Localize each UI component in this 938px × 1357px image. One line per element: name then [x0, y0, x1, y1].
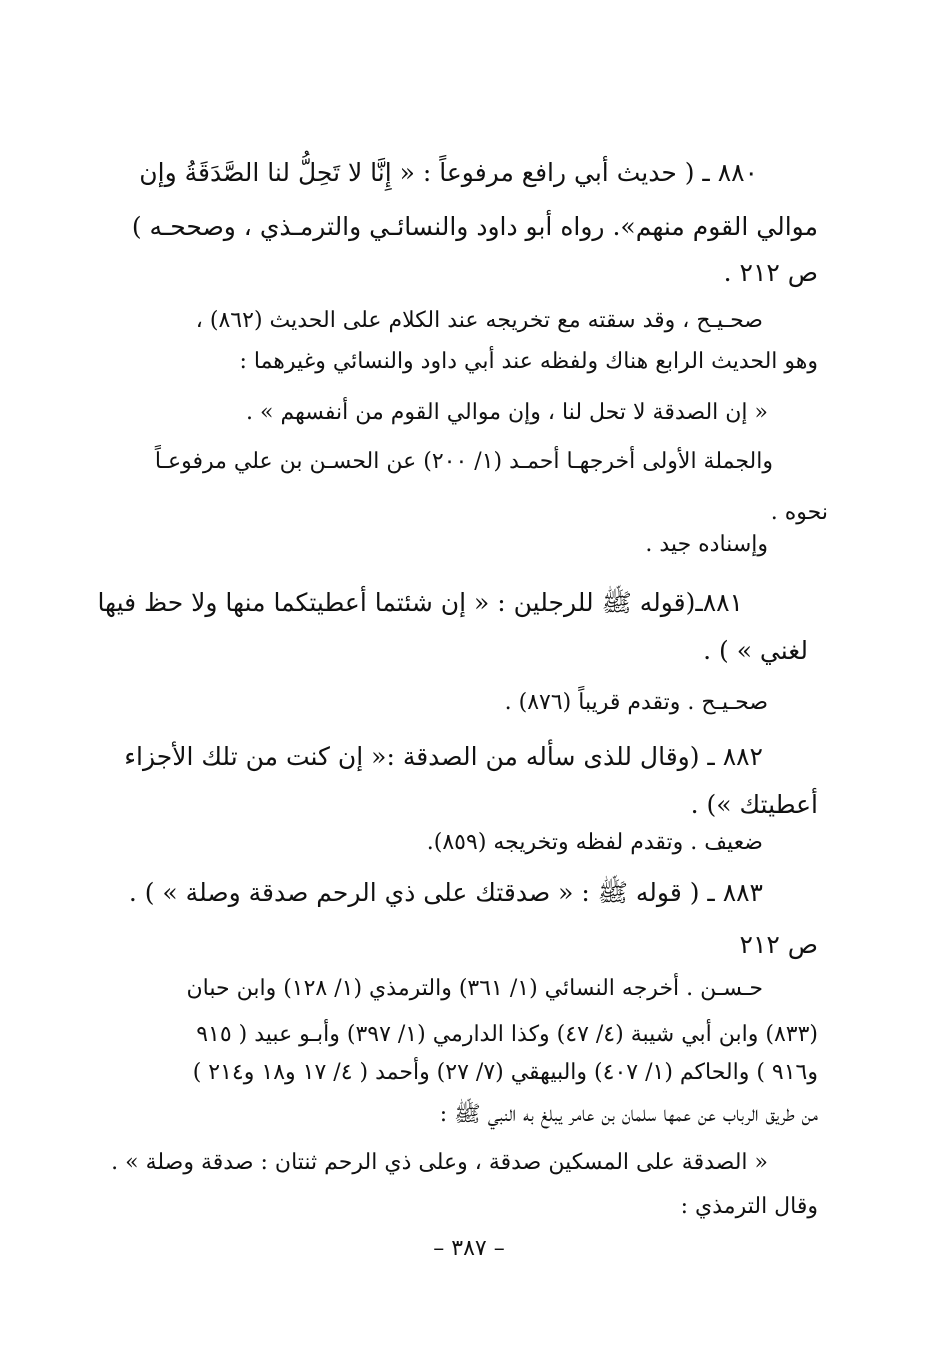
hadith-883-line-2: ص ٢١٢	[739, 930, 818, 959]
hadith-880-line-1: ٨٨٠ ـ ( حديث أبي رافع مرفوعاً : « إِنَّا لا تَحِلُّ لنا الصَّدَقَةُ وإن	[139, 158, 758, 187]
hadith-880-line-2: موالي القوم منهم». رواه أبو داود والنسائـي والترمـذي ، وصححـه )	[131, 212, 818, 241]
commentary-880-line-1: صحـيـح ، وقد سقته مع تخريجه عند الكلام على الحديث (٨٦٢) ،	[195, 308, 763, 333]
commentary-883-quote: « الصدقة على المسكين صدقة ، وعلى ذي الرحم ثنتان : صدقة وصلة » .	[111, 1150, 768, 1175]
commentary-880-line-2: وهو الحديث الرابع هناك ولفظه عند أبي داود والنسائي وغيرهما :	[239, 349, 818, 374]
hadith-881-line-1: ٨٨١ـ(قوله ﷺ للرجلين : « إن شئتما أعطيتكما منها ولا حظ فيها	[97, 588, 743, 617]
commentary-883-line-4: من طريق الرباب عن عمها سلمان بن عامر يبلغ به النبي ﷺ :	[439, 1102, 818, 1127]
commentary-880-line-3: والجملة الأولى أخرجهـا أحمـد (١/ ٢٠٠) عن الحسـن بن علي مرفوعـاً	[154, 449, 773, 474]
commentary-883-line-5: وقال الترمذي :	[680, 1194, 818, 1219]
hadith-883-line-1: ٨٨٣ ـ ( قوله ﷺ : « صدقتك على ذي الرحم صدقة وصلة » ) .	[128, 878, 763, 907]
hadith-882-line-1: ٨٨٢ ـ (وقال للذى سأله من الصدقة :« إن كنت من تلك الأجزاء	[124, 742, 763, 771]
hadith-882-line-2: أعطيتك ») .	[690, 790, 818, 819]
commentary-883-line-2: (٨٣٣) وابن أبي شيبة (٤/ ٤٧) وكذا الدارمي (١/ ٣٩٧) وأبـو عبيد ( ٩١٥	[196, 1022, 818, 1047]
commentary-880-line-4: نحوه .	[770, 500, 828, 525]
commentary-880-line-5: وإسناده جيد .	[645, 532, 768, 557]
commentary-881: صحـيـح . وتقدم قريباً (٨٧٦) .	[504, 690, 768, 715]
hadith-880-line-3: ص ٢١٢ .	[723, 258, 818, 287]
commentary-882: ضعيف . وتقدم لفظه وتخريجه (٨٥٩).	[426, 830, 763, 855]
commentary-883-line-1: حـسـن . أخرجه النسائي (١/ ٣٦١) والترمذي (١/ ١٢٨) وابن حبان	[186, 976, 763, 1001]
commentary-883-line-3: و٩١٦ ) والحاكم (١/ ٤٠٧) والبيهقي (٧/ ٢٧) وأحمد ( ٤/ ١٧ و١٨ و٢١٤ )	[192, 1060, 818, 1085]
page-number: – ٣٨٧ –	[433, 1236, 505, 1261]
commentary-880-quote: « إن الصدقة لا تحل لنا ، وإن موالي القوم من أنفسهم » .	[246, 400, 768, 425]
hadith-881-line-2: لغني » ) .	[703, 636, 808, 665]
